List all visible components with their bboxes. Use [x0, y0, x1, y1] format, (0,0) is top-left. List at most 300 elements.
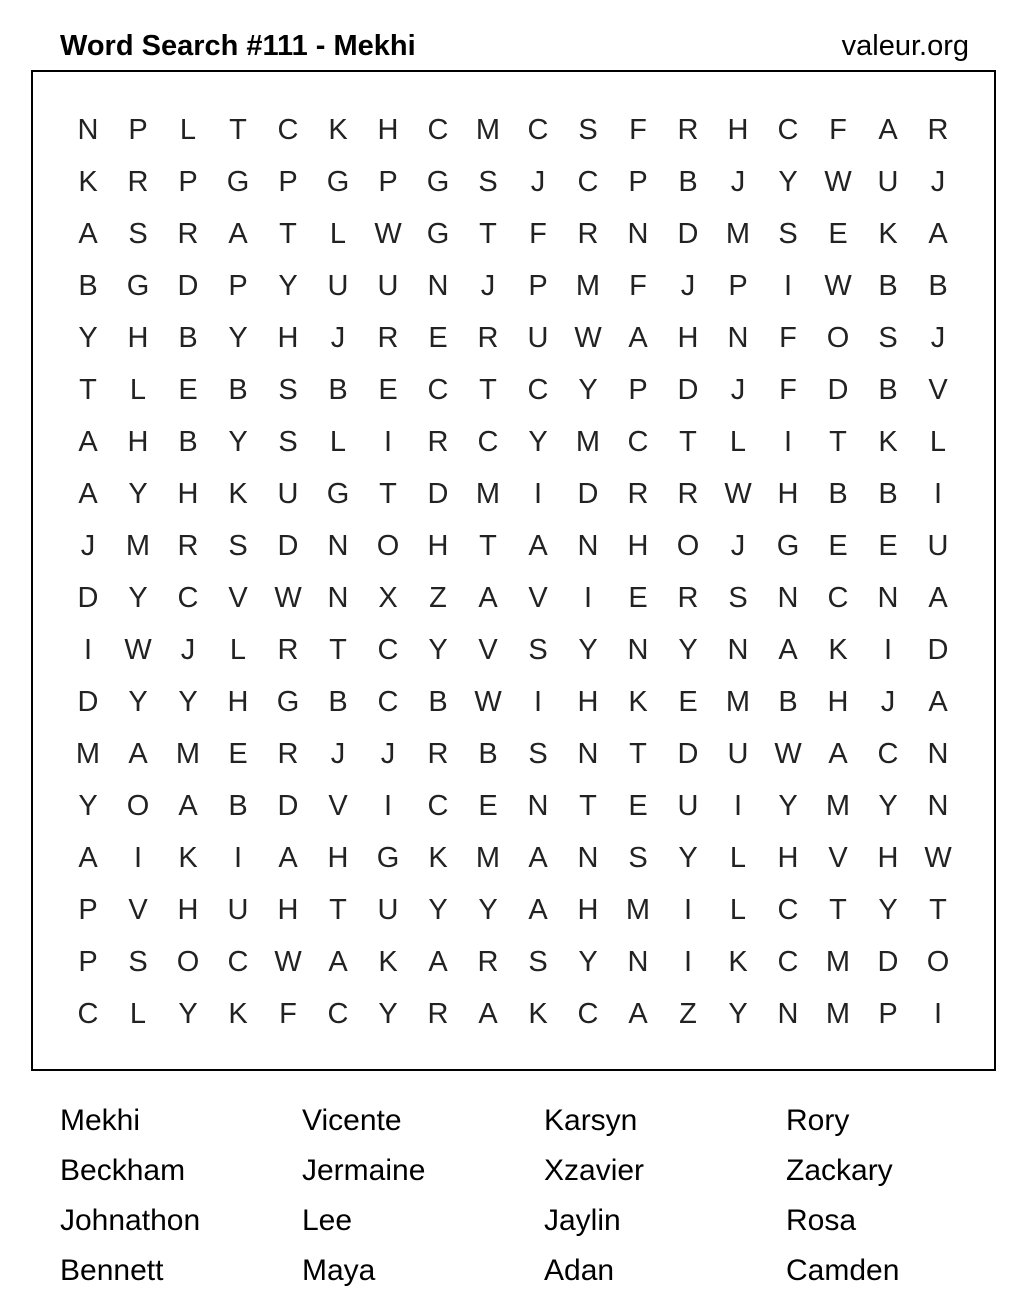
grid-letter: B	[328, 686, 348, 718]
grid-letter: J	[880, 686, 896, 718]
grid-letter: I	[933, 478, 943, 510]
grid-letter: M	[475, 114, 501, 146]
grid-letter: Y	[228, 322, 248, 354]
grid-letter: D	[677, 738, 699, 770]
grid-letter: T	[679, 426, 697, 458]
grid-letter: M	[575, 270, 601, 302]
grid-letter: T	[579, 790, 597, 822]
grid-letter: D	[277, 790, 299, 822]
grid-letter: K	[378, 946, 398, 978]
grid-letter: Y	[178, 998, 198, 1030]
grid-letter: M	[825, 790, 851, 822]
grid-letter: H	[627, 530, 649, 562]
grid-letter: C	[527, 114, 549, 146]
grid-letter: A	[478, 582, 498, 614]
grid-letter: H	[327, 842, 349, 874]
grid-letter: D	[877, 946, 899, 978]
grid-letter: Y	[78, 322, 98, 354]
grid-letter: G	[126, 270, 150, 302]
grid-letter: T	[79, 374, 97, 406]
grid-letter: N	[777, 998, 799, 1030]
grid-letter: Y	[128, 582, 148, 614]
word-list	[60, 1096, 1030, 1296]
grid-letter: L	[329, 218, 347, 250]
grid-letter: C	[477, 426, 499, 458]
word-list-item: Jermaine	[302, 1154, 426, 1187]
grid-letter: J	[330, 322, 346, 354]
grid-letter: O	[676, 530, 700, 562]
grid-letter: H	[577, 894, 599, 926]
grid-letter: N	[927, 790, 949, 822]
grid-letter: N	[577, 530, 599, 562]
grid-letter: D	[677, 218, 699, 250]
grid-letter: Y	[578, 374, 598, 406]
grid-letter: I	[783, 426, 793, 458]
grid-letter: N	[627, 218, 649, 250]
grid-letter: L	[329, 426, 347, 458]
grid-letter: Y	[378, 998, 398, 1030]
grid-letter: H	[677, 322, 699, 354]
grid-letter: O	[926, 946, 950, 978]
grid-letter: S	[878, 322, 898, 354]
grid-letter: N	[727, 322, 749, 354]
grid-letter: N	[527, 790, 549, 822]
grid-letter: Y	[478, 894, 498, 926]
word-list-item: Mekhi	[60, 1104, 141, 1137]
grid-letter: S	[528, 738, 548, 770]
word-list-item: Bennett	[60, 1254, 164, 1287]
grid-letter: P	[878, 998, 898, 1030]
grid-letter: K	[828, 634, 848, 666]
grid-letter: L	[229, 634, 247, 666]
grid-letter: M	[825, 998, 851, 1030]
grid-letter: C	[427, 790, 449, 822]
grid-letter: F	[779, 322, 797, 354]
grid-letter: H	[777, 478, 799, 510]
grid-letter: D	[827, 374, 849, 406]
grid-letter: N	[627, 634, 649, 666]
grid-letter: J	[530, 166, 546, 198]
grid-letter: A	[528, 842, 548, 874]
grid-letter: C	[377, 686, 399, 718]
grid-letter: K	[428, 842, 448, 874]
grid-letter: W	[374, 218, 402, 250]
grid-letter: H	[277, 894, 299, 926]
grid-letter: Y	[428, 894, 448, 926]
grid-letter: F	[629, 270, 647, 302]
grid-letter: P	[628, 166, 648, 198]
grid-letter: B	[678, 166, 698, 198]
grid-letter: M	[125, 530, 151, 562]
grid-letter: R	[627, 478, 649, 510]
grid-letter: B	[178, 322, 198, 354]
word-list-item: Rory	[786, 1104, 850, 1137]
grid-letter: Y	[178, 686, 198, 718]
grid-letter: G	[776, 530, 800, 562]
grid-letter: L	[129, 374, 147, 406]
grid-letter: T	[629, 738, 647, 770]
grid-letter: N	[577, 738, 599, 770]
grid-letter: J	[180, 634, 196, 666]
grid-letter: S	[628, 842, 648, 874]
grid-letter: H	[127, 426, 149, 458]
grid-letter: P	[78, 894, 98, 926]
grid-letter: W	[124, 634, 152, 666]
grid-letter: Y	[578, 946, 598, 978]
grid-letter: M	[475, 478, 501, 510]
grid-letter: A	[78, 478, 98, 510]
grid-letter: S	[728, 582, 748, 614]
grid-letter: K	[878, 426, 898, 458]
grid-letter: J	[730, 374, 746, 406]
grid-letter: I	[533, 478, 543, 510]
word-list-item: Maya	[302, 1254, 376, 1287]
grid-letter: N	[327, 530, 349, 562]
grid-letter: N	[577, 842, 599, 874]
grid-letter: J	[930, 322, 946, 354]
grid-letter: U	[377, 270, 399, 302]
grid-letter: A	[628, 322, 648, 354]
word-list-item: Zackary	[786, 1154, 893, 1187]
grid-letter: A	[528, 530, 548, 562]
grid-letter: V	[528, 582, 548, 614]
grid-letter: E	[228, 738, 248, 770]
grid-letter: I	[683, 946, 693, 978]
grid-letter: P	[78, 946, 98, 978]
grid-letter: N	[927, 738, 949, 770]
grid-letter: X	[378, 582, 398, 614]
grid-letter: A	[128, 738, 148, 770]
grid-letter: S	[228, 530, 248, 562]
grid-letter: J	[930, 166, 946, 198]
grid-letter: H	[377, 114, 399, 146]
grid-letter: L	[929, 426, 947, 458]
word-list-item: Jaylin	[544, 1204, 621, 1237]
grid-letter: J	[730, 166, 746, 198]
grid-letter: R	[677, 478, 699, 510]
grid-letter: A	[78, 218, 98, 250]
grid-letter: P	[128, 114, 148, 146]
grid-letter: G	[226, 166, 250, 198]
grid-letter: P	[378, 166, 398, 198]
grid-letter: V	[128, 894, 148, 926]
grid-letter: A	[928, 582, 948, 614]
grid-letter: K	[178, 842, 198, 874]
grid-letter: A	[428, 946, 448, 978]
grid-letter: C	[427, 114, 449, 146]
grid-letter: G	[326, 166, 350, 198]
grid-letter: Y	[778, 166, 798, 198]
grid-letter: A	[628, 998, 648, 1030]
grid-letter: A	[78, 842, 98, 874]
grid-letter: K	[528, 998, 548, 1030]
grid-letter: B	[778, 686, 798, 718]
grid-letter: I	[883, 634, 893, 666]
grid-letter: S	[778, 218, 798, 250]
site-name: valeur.org	[841, 30, 969, 62]
grid-letter: K	[228, 998, 248, 1030]
grid-letter: M	[725, 218, 751, 250]
grid-letter: I	[83, 634, 93, 666]
grid-letter: W	[824, 270, 852, 302]
grid-letter: R	[427, 738, 449, 770]
grid-letter: R	[177, 530, 199, 562]
grid-letter: C	[827, 582, 849, 614]
grid-letter: B	[478, 738, 498, 770]
grid-letter: S	[278, 426, 298, 458]
grid-letter: L	[729, 426, 747, 458]
grid-letter: Y	[678, 842, 698, 874]
grid-letter: M	[75, 738, 101, 770]
puzzle-title: Word Search #111 - Mekhi	[60, 30, 416, 62]
grid-letter: D	[77, 582, 99, 614]
grid-letter: M	[175, 738, 201, 770]
grid-letter: Y	[78, 790, 98, 822]
grid-letter: Y	[528, 426, 548, 458]
word-list-item: Xzavier	[544, 1154, 645, 1187]
grid-letter: F	[629, 114, 647, 146]
grid-letter: M	[625, 894, 651, 926]
grid-letter: A	[278, 842, 298, 874]
grid-letter: J	[330, 738, 346, 770]
grid-letter: C	[77, 998, 99, 1030]
grid-letter: P	[178, 166, 198, 198]
grid-letter: E	[678, 686, 698, 718]
grid-letter: V	[328, 790, 348, 822]
grid-letter: C	[777, 894, 799, 926]
grid-letter: G	[276, 686, 300, 718]
grid-letter: C	[427, 374, 449, 406]
grid-letter: V	[828, 842, 848, 874]
grid-letter: C	[177, 582, 199, 614]
word-list-item: Lee	[302, 1204, 353, 1237]
grid-letter: Z	[429, 582, 447, 614]
grid-letter: W	[924, 842, 952, 874]
grid-letter: K	[228, 478, 248, 510]
grid-letter: B	[878, 478, 898, 510]
grid-letter: J	[730, 530, 746, 562]
grid-letter: R	[277, 634, 299, 666]
grid-letter: N	[777, 582, 799, 614]
grid-letter: H	[127, 322, 149, 354]
grid-letter: T	[329, 634, 347, 666]
grid-letter: Y	[228, 426, 248, 458]
grid-letter: O	[176, 946, 200, 978]
grid-letter: Y	[778, 790, 798, 822]
grid-letter: S	[578, 114, 598, 146]
grid-letter: M	[825, 946, 851, 978]
grid-letter: R	[427, 998, 449, 1030]
word-list-item: Beckham	[60, 1154, 186, 1187]
grid-letter: O	[376, 530, 400, 562]
grid-letter: H	[827, 686, 849, 718]
grid-letter: O	[126, 790, 150, 822]
grid-letter: O	[826, 322, 850, 354]
grid-letter: J	[480, 270, 496, 302]
grid-letter: C	[577, 166, 599, 198]
word-list-item: Adan	[544, 1254, 615, 1287]
grid-letter: A	[528, 894, 548, 926]
grid-letter: C	[777, 114, 799, 146]
grid-letter: D	[77, 686, 99, 718]
grid-letter: Y	[878, 894, 898, 926]
grid-letter: I	[533, 686, 543, 718]
grid-letter: C	[277, 114, 299, 146]
grid-letter: H	[177, 894, 199, 926]
grid-letter: W	[474, 686, 502, 718]
grid-letter: E	[878, 530, 898, 562]
grid-letter: R	[477, 946, 499, 978]
grid-letter: C	[777, 946, 799, 978]
grid-letter: V	[478, 634, 498, 666]
grid-letter: J	[380, 738, 396, 770]
grid-letter: C	[627, 426, 649, 458]
grid-letter: I	[583, 582, 593, 614]
grid-letter: R	[577, 218, 599, 250]
grid-letter: W	[724, 478, 752, 510]
grid-letter: I	[783, 270, 793, 302]
grid-letter: Y	[728, 998, 748, 1030]
grid-letter: B	[178, 426, 198, 458]
grid-letter: A	[928, 686, 948, 718]
grid-letter: D	[677, 374, 699, 406]
word-list-item: Camden	[786, 1254, 900, 1287]
grid-letter: G	[326, 478, 350, 510]
letter-grid	[63, 104, 963, 1040]
grid-letter: Y	[128, 686, 148, 718]
grid-letter: E	[428, 322, 448, 354]
grid-letter: R	[477, 322, 499, 354]
grid-letter: U	[277, 478, 299, 510]
grid-letter: C	[577, 998, 599, 1030]
grid-letter: V	[928, 374, 948, 406]
grid-letter: L	[729, 842, 747, 874]
grid-letter: U	[377, 894, 399, 926]
grid-letter: P	[278, 166, 298, 198]
grid-letter: B	[428, 686, 448, 718]
grid-letter: I	[733, 790, 743, 822]
grid-letter: T	[929, 894, 947, 926]
grid-letter: I	[383, 790, 393, 822]
grid-letter: U	[677, 790, 699, 822]
grid-letter: K	[328, 114, 348, 146]
grid-letter: I	[133, 842, 143, 874]
grid-letter: J	[80, 530, 96, 562]
grid-letter: I	[233, 842, 243, 874]
grid-letter: P	[528, 270, 548, 302]
grid-letter: R	[677, 582, 699, 614]
grid-letter: B	[228, 790, 248, 822]
grid-letter: Y	[428, 634, 448, 666]
grid-letter: T	[829, 426, 847, 458]
grid-letter: P	[628, 374, 648, 406]
grid-letter: W	[274, 946, 302, 978]
grid-letter: C	[327, 998, 349, 1030]
grid-letter: F	[779, 374, 797, 406]
grid-letter: H	[277, 322, 299, 354]
grid-letter: R	[177, 218, 199, 250]
grid-letter: V	[228, 582, 248, 614]
grid-letter: A	[178, 790, 198, 822]
grid-letter: E	[628, 582, 648, 614]
grid-letter: Y	[278, 270, 298, 302]
grid-letter: T	[279, 218, 297, 250]
grid-letter: B	[78, 270, 98, 302]
grid-letter: L	[129, 998, 147, 1030]
grid-letter: A	[478, 998, 498, 1030]
grid-letter: S	[128, 946, 148, 978]
grid-letter: S	[128, 218, 148, 250]
grid-letter: U	[327, 270, 349, 302]
grid-letter: D	[927, 634, 949, 666]
word-list-item: Vicente	[302, 1104, 402, 1137]
grid-letter: G	[426, 166, 450, 198]
grid-letter: C	[227, 946, 249, 978]
grid-letter: B	[878, 270, 898, 302]
grid-letter: Z	[679, 998, 697, 1030]
grid-letter: T	[479, 218, 497, 250]
grid-letter: L	[179, 114, 197, 146]
grid-letter: N	[727, 634, 749, 666]
grid-letter: R	[127, 166, 149, 198]
grid-letter: R	[377, 322, 399, 354]
grid-letter: N	[877, 582, 899, 614]
grid-letter: H	[877, 842, 899, 874]
grid-letter: F	[829, 114, 847, 146]
grid-letter: B	[828, 478, 848, 510]
grid-letter: A	[78, 426, 98, 458]
grid-letter: S	[278, 374, 298, 406]
grid-letter: I	[933, 998, 943, 1030]
grid-letter: T	[329, 894, 347, 926]
grid-letter: T	[479, 374, 497, 406]
grid-letter: M	[725, 686, 751, 718]
grid-letter: H	[427, 530, 449, 562]
grid-letter: U	[527, 322, 549, 354]
grid-letter: D	[427, 478, 449, 510]
grid-letter: M	[575, 426, 601, 458]
grid-letter: G	[376, 842, 400, 874]
grid-letter: H	[227, 686, 249, 718]
grid-letter: D	[577, 478, 599, 510]
grid-letter: E	[178, 374, 198, 406]
grid-letter: I	[383, 426, 393, 458]
grid-letter: R	[927, 114, 949, 146]
grid-letter: T	[479, 530, 497, 562]
grid-letter: N	[427, 270, 449, 302]
grid-letter: Y	[128, 478, 148, 510]
grid-letter: D	[277, 530, 299, 562]
grid-letter: H	[727, 114, 749, 146]
grid-letter: A	[878, 114, 898, 146]
grid-letter: S	[528, 946, 548, 978]
grid-letter: F	[279, 998, 297, 1030]
grid-letter: K	[78, 166, 98, 198]
grid-letter: N	[77, 114, 99, 146]
word-list-item: Johnathon	[60, 1204, 201, 1237]
grid-letter: A	[228, 218, 248, 250]
grid-letter: P	[728, 270, 748, 302]
grid-letter: W	[824, 166, 852, 198]
grid-letter: W	[274, 582, 302, 614]
grid-letter: E	[478, 790, 498, 822]
grid-letter: S	[528, 634, 548, 666]
grid-letter: F	[529, 218, 547, 250]
grid-letter: W	[774, 738, 802, 770]
word-list-item: Rosa	[786, 1204, 857, 1237]
grid-letter: G	[426, 218, 450, 250]
grid-letter: T	[829, 894, 847, 926]
